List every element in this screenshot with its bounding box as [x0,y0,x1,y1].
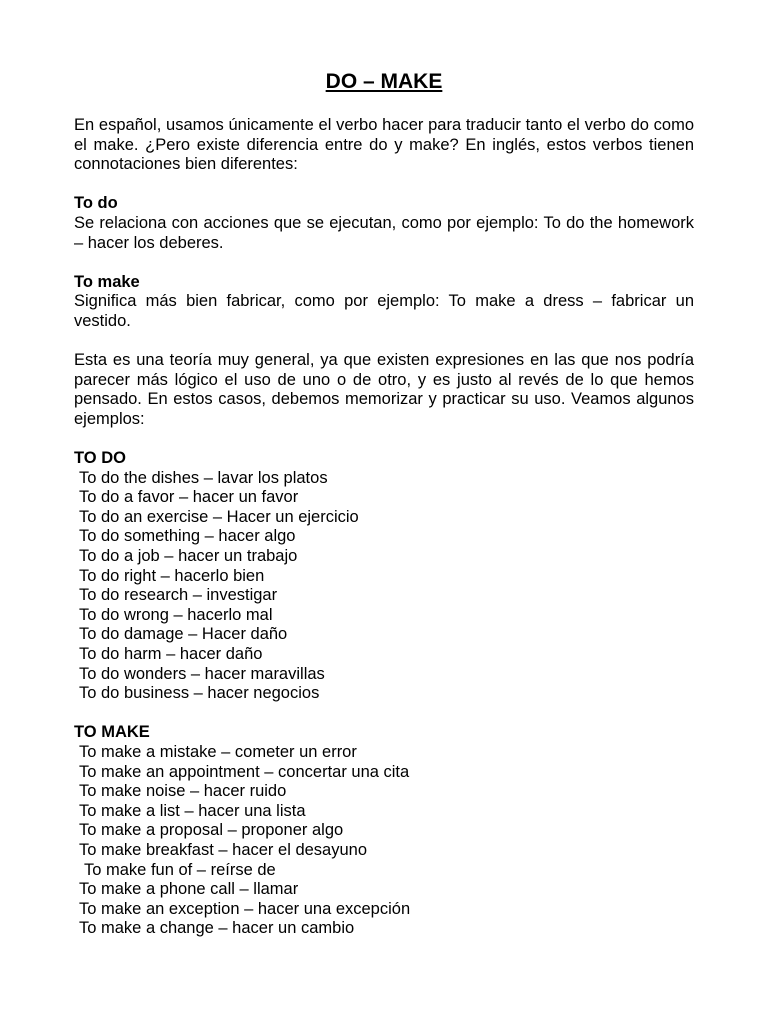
list-item: To do research – investigar [79,586,278,605]
todo-list-heading: TO DO [74,449,126,468]
to-do-heading: To do [74,194,118,213]
intro-paragraph: En español, usamos únicamente el verbo hacer para traducir tanto el verbo do como el make. ¿Pero existe diferencia entre do y make? En inglés, estos verbos tienen connotaciones bien diferentes: [74,116,694,174]
to-make-paragraph: Significa más bien fabricar, como por ejemplo: To make a dress – fabricar un vestido. [74,292,694,330]
todo-list [74,469,694,704]
list-item: To do wonders – hacer maravillas [79,664,325,683]
list-item: To make breakfast – hacer el desayuno [79,840,368,859]
spacer [74,332,694,352]
list-item: To do right – hacerlo bien [79,566,265,585]
list-item: To make an exception – hacer una excepción [79,899,411,918]
list-item: To do an exercise – Hacer un ejercicio [79,507,359,526]
list-item: To do the dishes – lavar los platos [79,468,328,487]
list-item: To do a job – hacer un trabajo [79,547,298,566]
list-item: To make a phone call – llamar [79,880,299,899]
list-item: To make noise – hacer ruido [79,782,287,801]
general-paragraph: Esta es una teoría muy general, ya que existen expresiones en las que nos podría parecer más lógico el uso de uno o de otro, y es justo al revés de lo que hemos pensado. En estos casos, debemos memorizar y practicar su uso. Veamos algunos ejemplos: [74,351,694,428]
list-item: To do harm – hacer daño [79,645,263,664]
to-do-paragraph: Se relaciona con acciones que se ejecutan, como por ejemplo: To do the homework – hacer los deberes. [74,213,694,252]
list-item: To do damage – Hacer daño [79,625,288,644]
spacer [74,253,694,273]
spacer [74,430,694,450]
tomake-list [74,743,694,939]
list-item: To do business – hacer negocios [79,684,320,703]
list-item: To make fun of – reírse de [84,860,276,879]
to-make-heading: To make [74,272,140,291]
list-item: To make a change – hacer un cambio [79,919,355,938]
list-item: To make a proposal – proponer algo [79,821,344,840]
list-item: To do wrong – hacerlo mal [79,605,273,624]
spacer [74,704,694,724]
page-title: DO – MAKE [325,70,443,93]
tomake-list-heading: TO MAKE [74,723,150,742]
list-item: To do something – hacer algo [79,527,296,546]
list-item: To make an appointment – concertar una cita [79,762,410,781]
list-item: To make a list – hacer una lista [79,801,306,820]
list-item: To do a favor – hacer un favor [79,488,299,507]
spacer [74,175,694,195]
list-item: To make a mistake – cometer un error [79,743,357,761]
